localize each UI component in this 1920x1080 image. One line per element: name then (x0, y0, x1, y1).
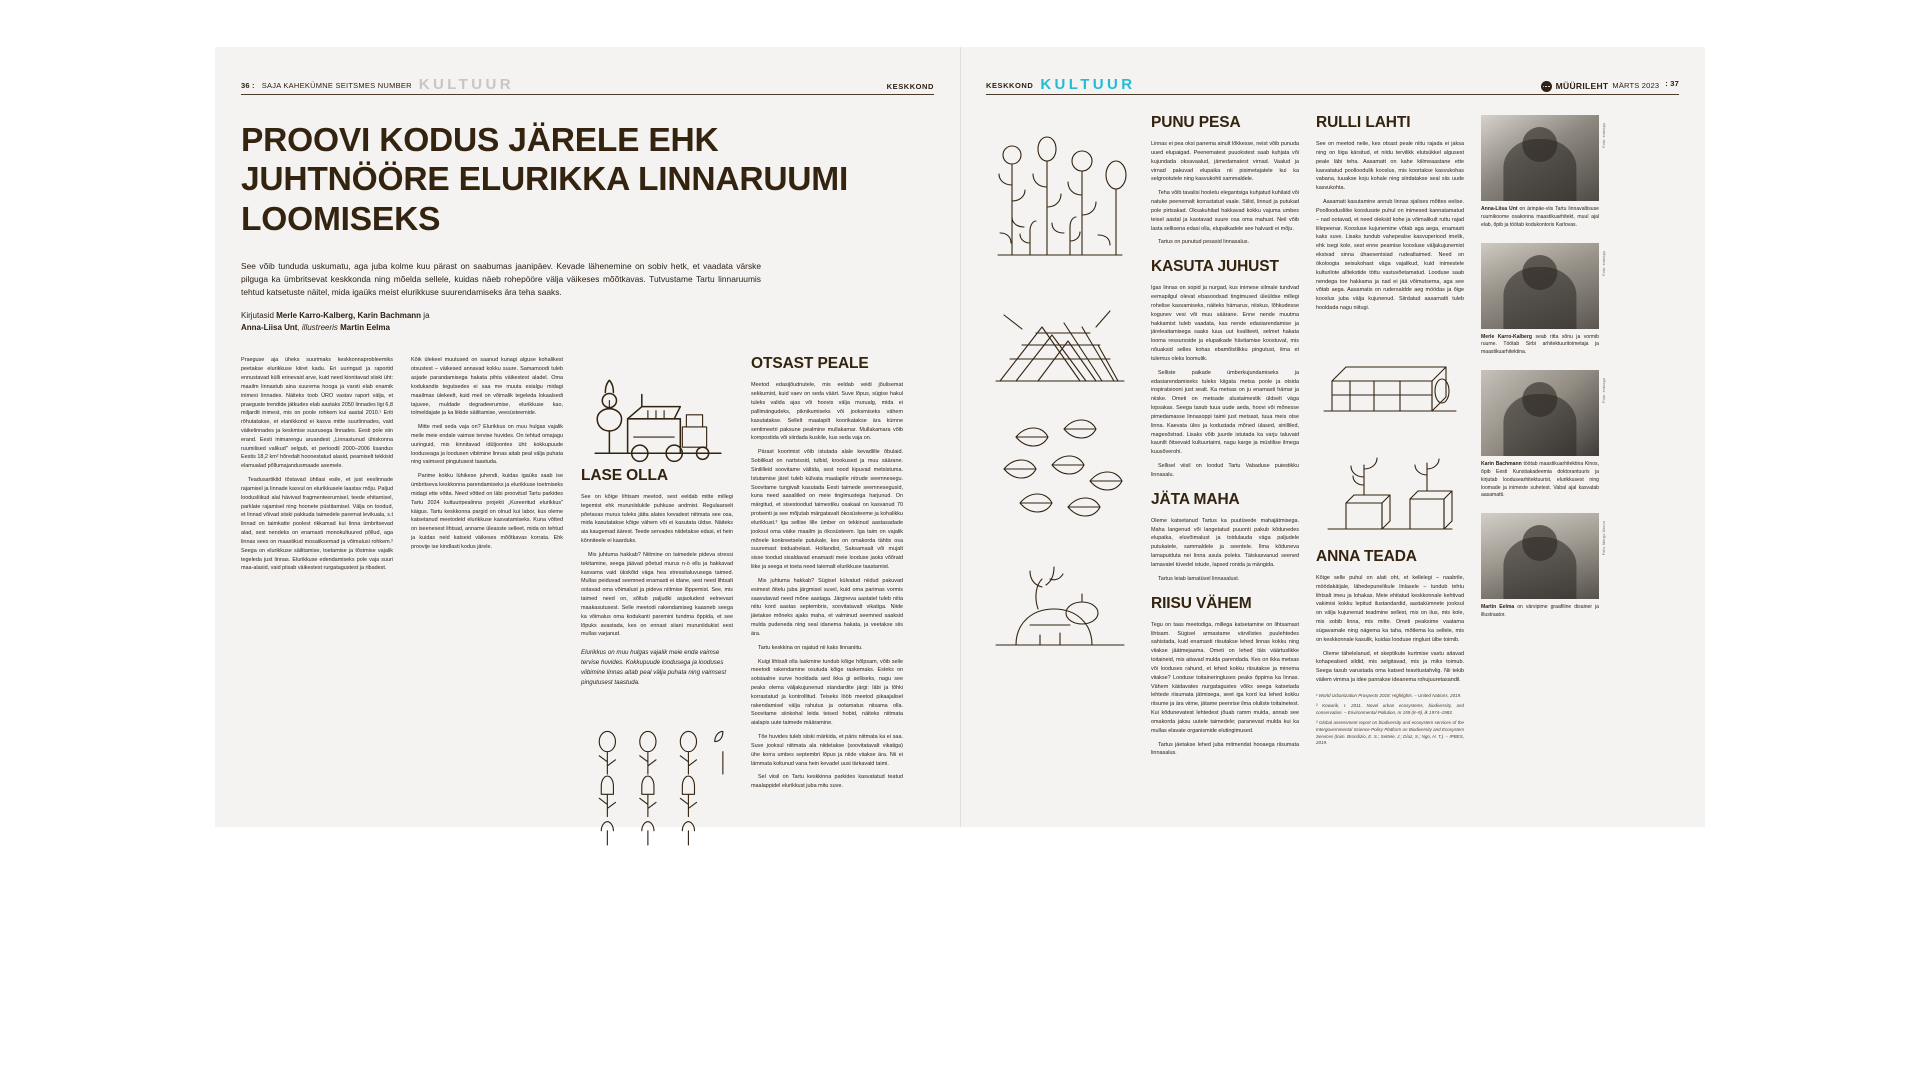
byline (241, 310, 641, 334)
paragraph: Kõige selle puhul on alati oht, et kellelegi – naabrile, möödakäijale, lähedepunelikule linlasele – tundub tehtu lihtsalt imeu ja lohakas. Meie ehitatud keskkonnale kehtivad vakimisi kokku lepitud ilustandardid, aastakümnete jooksul on välja kujunenud teadmine sellest, mis on ilus, mis kole, mis sobib linna, mis mitte. Ometi peaksime vaatama sügavamale ning nägema ka taha, mõtlema ka sellele, mis on keskkonnale kasulik, kuidas looduse ringlust ülbe toimib. (1316, 574, 1464, 643)
author-bio-text: on värvipime graafiline disainer ja illustraator. (1481, 604, 1599, 619)
left-ghost-section: KULTUUR (418, 75, 514, 93)
paragraph: Selliste paikade ümberkujundamiseks ja edasiarendamiseks tuleks kiigata metsa poole ja otsida inspiratsiooni just sealt. Ka metsas on ju enamasti hämar ja niiske. Ometi on metsade alustaimestik üldselt väga lopsakas. Seega tasub tuua uude aeda, hoovi või mõnesse pimedamasse linnasoppi taimi just metsast, tuua meis otse linna. Kaevata üles ja kodustada mõned ülased, sinilliled, magesõstrad. Lisaks võib juurde istutada ka varju taluvaid kaunilt õitsevaid kultuurtaimi, nagu karge ja müstilise ilmega kuusõverohi. (1151, 369, 1299, 456)
author-bio-text: on ärinpäe-viis Tartu linnavaltisuse ruumikoome osakonna maastikuarhitekt, muul ajal elab, õpib ja töötab kodukontoris Karlovas. (1481, 206, 1599, 228)
section-heading-lase-olla: LASE OLLA (581, 466, 668, 484)
photo-credit: Foto: erakogu (1602, 250, 1606, 276)
footnotes (1316, 693, 1464, 747)
author-bio-text: seab ritta sõnu ja vormib ruume. Töötab Sirbi arhitektuuritoimetaja ja maastikuarhitektina. (1481, 333, 1599, 356)
byline-illus-label: , illustreeris (297, 323, 341, 333)
author-bio (1481, 461, 1599, 500)
paragraph: Sel viisil on Tartu keskkinna parkides kasvatatud teatud maalappidel elurikkust juba mitu suve. (751, 774, 903, 790)
author-name: Karin Bachmann (1481, 461, 1522, 468)
paragraph: Sellisel viisil on loodud Tartu Vabaduse puiestikku linnasalu. (1151, 463, 1299, 478)
paragraph: Parime kokku lühikese juhendi, kuidas igaüks saab ise ümbritseva keskkonna parendamiseks ja elurikkuse toetmiseks midagi ette võtta. Need võtted on läbi proovitud Tartu parkides Tartu 2024 kultuuripealinna projekti „Kureeritud elurikkus" käigus. Tartu keskkonna pargid on olnud kui labor, kus oleme katsetanud meetodeid elurikkuse kasvatamiseks. Kuna võtted on iseenesest lihtsad, anname üleasste selleet, mida on tehtud ja kuidas neid katseid väikeses mõõtkavas korrata. Ehk proovije ise kindlasti kodus järele. (411, 473, 563, 550)
section-heading-punu-pesa: PUNU PESA (1151, 114, 1241, 131)
right-folio: : 37 (1665, 79, 1679, 89)
author-bio (1481, 206, 1599, 230)
deer-rock-illustration (986, 539, 1134, 659)
photo-credit: Foto: erakogu (1602, 378, 1606, 403)
paragraph: Mis juhtuma hakkab? Sügisel külvatud niidud pakuvad esimest õitelu juba järgmisel suvel, kuid oma parimas vormis saavutavad need mõne aastaga. Järgneva aastatel tuleb niita niitu kord aastas septembris, soovitatavalt vikatiga. Niide jäetakse mõneks ajaks maha, et valminud seemned saaksid mulda pudeneda ning seal idanema hakata, ja veetakse siis ära. (751, 577, 903, 637)
publication-date: MÄRTS 2023 (1612, 81, 1660, 90)
paragraph: Oleme katsetanud Tartus ka puutüvede mahajätmisega. Maha langenud või langetatud puuonti pakub kõdunedes elupaika, eluvõimalust ja toidulauda väga paljudele putukatele, sammaldele ja seentele. Ilma kõduneva lamapuiduta nei linna asula poleks. Täiskasvanud seened lamavatel tüvedel istude, lapsed ronida ja mängida. (1151, 517, 1299, 568)
section-heading-riisu-vahem: RIISU VÄHEM (1151, 594, 1252, 612)
right-column-authors (1481, 115, 1606, 763)
column-3 (581, 356, 733, 849)
avatar (1481, 513, 1599, 599)
author-bio-text: töötab maastikuarhitektina Kinos, õpib Eesti Kunstiakadeemia doktorantuuris ja kirjutab loodusearhitektuurist, elurikkusest ning loomade ja inimeste suhetest. Vabal ajal kasvatab aasamatti. (1481, 461, 1599, 499)
paragraph: Tartus jäetakse lehed juba mitmendat hooaega riisumata linnasalus. (1151, 741, 1299, 757)
avatar (1481, 370, 1599, 456)
author-card (1481, 243, 1606, 358)
right-column-2 (1151, 115, 1299, 763)
avatar (1481, 243, 1599, 329)
paragraph: Igas linnas on sopid ja nurgad, kus inimese silmale tundvad eemapilgul olevat ebasoodsad tingimused üleüldse millegi rohelise kasvamiseks, näiteks hämarus, niiskus, lõhkudesse kogunev vesi või muu säärane. Enne nende muutma hakkamist tuleb vaadata, kas nende edasiarendamise ja järeleaitamisega saaks luua uut kvaliteeti, selmet hakata looma ressursside ja elupaikade hävitamise koostuvat, mis nõuaksid selles kohas ebamõistlikku pingutust, ilma et tulemus oleks loomulik. (1151, 285, 1299, 362)
branch-pile-illustration (986, 275, 1134, 395)
section-heading-otsast-peale: OTSAST PEALE (751, 355, 869, 373)
paragraph: Praeguse aja üheks suurimaks keskkonnaprobleemiks peetakse elurikkuse kiiret kadu. Eri uuringud ja raportid ennustavad külli erinevaid arve, kuid need kinnitavad siiski üht: maailm linnastub aina suurema hooga ja varsti elab enamik inimesi linnades. Näiteks toob ÜRO vastav raport välja, et praeguste trendide jätkudes elab aastaks 2050 linnades ligi 6,8 miljardit inimest, mis on poole rohkem kui aastal 2010.¹ Eriti rõhutatakse, et elanikkond ei kasva mitte suurlinnades, vaid väikelinnades ja keskmise suurusega linnades. Eesti pole siin erand. Eesti inimarengu aruandest „Linnastunud ühiskonna ruumilised valikud" selgub, et perioodil 2000–2006 lisandus Eestis 18,2 km² hõredalt hoonestatud alasid, peamiselt tekkisid elamualad põllumajandusmaade asemele. (241, 357, 393, 470)
author-card (1481, 370, 1606, 500)
footnote: ³ Global assessment report on biodiversity and ecosystem services of the Intergovernmental Science-Policy Platform on Biodiversity and Ecosystem Services (toim. Brondizio, E. S.; Settele, J.; Díaz, S.; Ngo, H. T.). – IPBES, 2019. (1316, 720, 1464, 746)
paragraph: Pärast koorimist võib istutada alale kevadlille õbulaid. Sobilikud on nartsissid, tulbid, krookused ja muu säärane. Sinililleid soovitame vältida, sest nood kipuvad metsistuma. Istutamise järel tuleb külvata maalapile nitrude seemnesegu. Soovitame tungivalt kasutada Eesti taimede seemnesegusid, kuna need aasaliiled on meie tingimustega harjunud. On märgitud, et sisestoodud taimestiku osakaal on kasvanud 70 protsenti ja see mõjutab märgatavalt ökosüsteeme ja kohalikku elurikkust.³ Iga sellise lille ümber on tekkinud aastasadade jooksul oma väike maailm ja ökosüsteem. Iga taim on vajalik mõnele konkreetsele putukale, kes on omakorda tähtis osa suuremast toiduahelast. Hollandist, Saksamaalt või mujalt sisse toodud sisaldavad enamasti meie looduse jaoks võõraid liike ja seega ei toeta need laiemalt elurikkuse taastamist. (751, 449, 903, 571)
footnote: ¹ World Urbanization Prospects 2018: Highlights. – United Nations, 2019. (1316, 692, 1462, 698)
paragraph: See on kõige lihtsam meetod, sest eeldab mitte millegi tegemist ehk muruniidukile puhkuse andmist. Regulaarselt põetavas murus tuleks jätta alates kevadest niitmata see osa, mida kasutatakse kõige vähem või ei kasutata üldse. Näiteks aia kaugemad äärest. Teede servades niidetakse edasi, et hein kõnniteele ei kaarduks. (581, 493, 733, 545)
byline-illustrator: Martin Eelma (340, 323, 390, 333)
section-heading-kasuta-juhust: KASUTA JUHUST (1151, 258, 1279, 276)
section-heading-jata-maha: JÄTA MAHA (1151, 490, 1240, 508)
paragraph: See on meetod neile, kes otsast peale niitu rajada ei jaksa ning on liiga kärsitud, et niidu tervilikk elutsükkel algusest peale läbi teha. Aasamatt on kahe kiilmeaastane ette kasvatatud poolloodulik kooslus, mis koortakse kasvukohas vabana, tuuakse koju kohale ning siirdatakse seal siis uude kasvukohta. (1316, 141, 1464, 192)
paragraph: Tartus leiab lamatüvel linnasalust. (1158, 575, 1240, 582)
photo-credit: Foto: Margo Ukonu (1602, 521, 1606, 556)
tulip-grid-illustration (581, 697, 733, 849)
author-bio (1481, 334, 1599, 358)
byline-author-3: Anna-Liisa Unt (241, 323, 298, 333)
paragraph: Meetod edasijõudnutele, mis eeldab veidi jõulisemat sekkumist, kuid vaev on seda väärt. Suve lõpus, sügise hakul tuleks valida ajas või hoovis välja murualg, mida ei pallimängudeks, piknikumiseks või jooksmiseks vähem kasutatakse. Sellelt maalapilt koorikatakse ära kümne sentimeetri paksune pealmine mullakamar. Mullakamara võib kompostida või siirdada kuskile, kus seda vaja on. (751, 382, 903, 442)
author-name: Martin Eelma (1481, 604, 1515, 611)
flower-field-illustration (986, 115, 1134, 265)
paragraph: Tartus on punutud pesasid linnasalus. (1158, 239, 1249, 246)
masthead (1541, 80, 1660, 91)
garden-machine-illustration (581, 356, 733, 467)
author-card (1481, 115, 1606, 230)
paragraph: Tegu on taas meetodiga, millega katsetamine on lihtsamast lihtsam. Sügisel armastame värvilistes puulehtedes sahistada, kuid enamasti riisutakse lehed linnas kokku ning viiakse jäätmejaama. Ometi on lehed täis väärtuslikke toitaineid, mis aitavad mulda parendada. Kes on ikka metsas või looduses rahund, et lehed kokku riisutakse ja minema viiakse? Looduse toitaineringluses peaks õppima ka linnas. Vähem käidavates nurgatagustes võiks seega katsetada lehtede riisumata jätmisega, seet iga kord kui lehed kokku riisume ja ära viime, jätame peenrise ilma oluliste toitainetest. Kui kõdunevatest lehtedest jõuab ramm mulda, annab see omakorda jaksu uutele taimedele; paranevad mulda kui ka mullas elavate organismide elutingimused. (1151, 621, 1299, 734)
column-2 (411, 356, 563, 849)
paragraph: Kõik ülekeel muutused on saanud kunagi alguse kohalikest otsustest – väikesed annavad kokku suure. Samamoodi tuleb asjade parandamisega hakata pihta väikestest aladel. Oma kodukandis tegutsedes ei saa me muuta esialgu midagi maailmas ülekeelt, kuid meil on võimalik tegeleda lokaalsedi tajuvee, muldade degradeerumise, elurikkuse kao, tolmeldajate ja ka liikide säilitamise, veesüsteemide. (411, 357, 563, 417)
tree-planter-illustration (1316, 429, 1464, 539)
byline-prefix: Kirjutasid (241, 311, 277, 321)
paragraph: Tõe huvides tuleb siiski märkida, et päris niitmata ka ei saa. Suve jooksul niitmata ala niidetakse (soovitatavalt vikatiga) ühe korra umbes septembri lõpus ja niide viiakse ära. Nii ei lämmata koltunud vana hein kevadel uusi tärkavaid taimi. (751, 734, 903, 767)
author-bio (1481, 604, 1599, 620)
publication-name: MÜÜRILEHT (1555, 80, 1609, 91)
right-page (960, 47, 1705, 827)
paragraph: Linnas ei pea oksi panema ainult lõkkesse, neist võib punuda uued elupaigad. Peenematest puuokstest saab kuhjata või kujundada oksavaalud, jämedamatest virnad. Vaalud ja virnad pakuvad elupaika nii pisimetajatele kui ka selgrootutele ning kasvukohti sammaldele. (1151, 141, 1299, 183)
log-stack-illustration (1316, 321, 1464, 421)
paragraph: Teha võib tavalisi hooletu elegantsiga kuhjatud kuhilaid või natuke peenemalt korrastatud vaale. Siilid, linnud ja putukad pole pirtsakad. Oksakuhilad hakkavad kokku vajuma umbes teisel aastal ja kaotavad suure osa oma mahust. Neil võib lasta sellisena edasi olla, elupaikadele see halvasti ei mõju. (1151, 190, 1299, 232)
left-columns (241, 356, 934, 849)
right-running-head (986, 69, 1679, 95)
paragraph: Mitte meil seda vaja on? Elurikkus on muu hulgas vajalik meile meie endale vaimse tervise huvides. On tehtud omajagu uuringuid, mis kinnitavad idüljoontes üht: kokkupuude looduseaga ja loodusen vibiimine linnas aitab peal välja puhata ning vaimsest pingutusest taastuda. (411, 424, 563, 466)
pull-quote: Elurikkus on muu hulgas vajalik meie enda vaimse tervise huvides. Kokkupuude loodusega ja looduses viibimine linnas aitab peal välja puhata ning vaimsest pingutusest taastuda. (581, 649, 727, 687)
author-card (1481, 513, 1606, 620)
paragraph: Tartu keskkina on rajatud nii kaks linnaniitu. (758, 644, 863, 651)
column-1 (241, 356, 393, 849)
page-title: PROOVI KODUS JÄRELE EHK JUHTNÖÖRE ELURIKKA LINNARUUMI LOOMISEKS (241, 122, 849, 238)
author-name: Merle Karro-Kalberg (1481, 333, 1532, 340)
paragraph: Teadusartiklid tõstavad ühtlasi esile, et just eeslinnade rajamisel ja linnade kasvul on elurikkusele laastav mõju. Paljud loodusliikud alal hävivad fragmenteerumisel, teede ehitamisel, parklate rajamisel ning hoonete püstitamisel. Välja on toodud, et linnad võivad siiski pakkuda taimedele paremat levikuala, s.t linnad on taimkatte poolest rikkamad kui linna ümbritsevad alad, sest nendeks on enamasti monokultuured põllud, aga linnas sees on maastikud mosaiiksemad ja võimalusi rohkem.² Seega on elurikkuse säilitamise, toetamise ja tõstmise vajalik tegeleda just linnas. Elurikkuse edendamiseks pole vaja suuri maa-alasid, vaid piisab väikestest rurgatagustest ja ribadest. (241, 477, 393, 572)
paragraph: Aasamati kasutamine annub linnas sjalises mõttes eelise. Poolloodusliike kooslusste puhul on inimesed kannatamatud – nad ootavad, et need oleksid kohe ja võimalikult ruttu rajad lillepeenar. Koosluse kujunemine võtab aga aega, enamasti kaks suve. Lisaks tundub vahepealse kasvuperiood imelik, ehk isegi kole, sest enne peamise koosluse väljakujunemist eksivad sinna ühaesentsiad rudealtaimed. Need on ökoloogia seisukohast väga vajalikud, kuid inimestele kulturilote alltekstide töttu vastuvõetamatud. Looduse saab nendega toe hakkama ja nad ei jää võimutsema, aga see võtab aega. Aasamatis on rudersaldde aeg möödas ja õige kooslus juba välja kujunenud. Siirdatud aasamatti tuleb hooldada nagu niitugi. (1316, 199, 1464, 312)
paragraph: Oleme tähelelanud, et skeptikute kurtmise vastu aitavad kohapealsed sildid, mis selgitavad, mis ja miks toimub. Seega tasub varustada oma katsed teavitustahvlig. Nii tekib väilem vimma ja idee panrakse ideanema rohujuuretasandil. (1316, 650, 1464, 684)
author-name: Anna-Liisa Unt (1481, 206, 1518, 212)
column-4 (751, 356, 903, 849)
paragraph: Mis juhtuma hakkab? Niitmine on taimedele pideva stressi tekitamine, seega jäävad põetud murus n-ö ellu ja hakkavad kasvama vaid ükskõid väga hea stressitaluvusega taimed. Mullas peiduvad seemned enamasti ei idane, sest need lihtsalt ootavad oma võimalust ja pideva niitmise lõppemist. See, mis taimed need on, sõltub paljudki asjaoludest eelnevast maakasutusest. Selle meetodi rakendamiseg kaasneb seega ka võimalus oma kodukanti paremini tundma õppida, et see lõpuks avastada, kes on ennast siiani muruniidukist eest mullas varjanud. (581, 551, 733, 638)
left-section-keyword: KESKKOND (886, 82, 934, 91)
section-heading-anna-teada: ANNA TEADA (1316, 547, 1417, 565)
leaves-illustration (986, 407, 1134, 527)
right-column-3 (1316, 115, 1464, 763)
photo-credit: Foto: erakogu (1602, 123, 1606, 148)
right-section-keyword: KESKKOND (986, 80, 1034, 90)
left-folio: 36 : (241, 80, 255, 90)
issue-label: SAJA KAHEKÜMNE SEITSMES NUMBER (261, 80, 412, 90)
right-column-1 (986, 115, 1134, 763)
byline-authors: Merle Karro-Kalberg, Karin Bachmann (276, 311, 422, 321)
left-page (215, 47, 960, 827)
lead-paragraph: See võib tunduda uskumatu, aga juba kolme kuu pärast on saabumas jaanipäev. Kevade lähenemine on sobiv hetk, et vaadata värske pilguga ka ümbritsevat keskkonda ning mõelda sellele, kuidas näeb rohepööre välja väikeses mõõtkavas. Tutvustame Tartu linnaruumis tehtud katsetuste näitel, mida igaüks meist elurikkuse suurendamiseks ära teha saaks. (241, 261, 761, 297)
magazine-spread (215, 47, 1705, 827)
paragraph: Kuigi lihtsalt olla laskmine tundub kõige hõlpsam, võib selle meetodi rakendamine osutuda kõige raskemaks. Esteks on sotsiaalne surve hooldada aed ikka gi selliseks, nagu see peaks olema väljakujunenud standardite järgi: läbi ja lõhki korrastatud ja kontrollitud. Teiseks lööb meetod pikaajalisel rakendamisel välja rahutus ja ootamatus niisama olla. Soovitame siinkohal leida teised hobid, näiteks niitmata aialapis uute taimede määramine. (751, 658, 903, 727)
three-dots-circle-logo (1541, 81, 1552, 92)
footnote: ² Kowarik, I. 2011. Novel urban ecosystems, biodiversity, and conservation. – Environmental Pollution, nr 159 (8–9), lk 1974–1983. (1316, 703, 1464, 715)
section-heading-rulli-lahti: RULLI LAHTI (1316, 114, 1411, 131)
left-running-head (241, 69, 934, 95)
right-columns (986, 115, 1679, 763)
byline-and: ja (421, 311, 430, 321)
right-ghost-section: KULTUUR (1040, 75, 1136, 93)
avatar (1481, 115, 1599, 201)
